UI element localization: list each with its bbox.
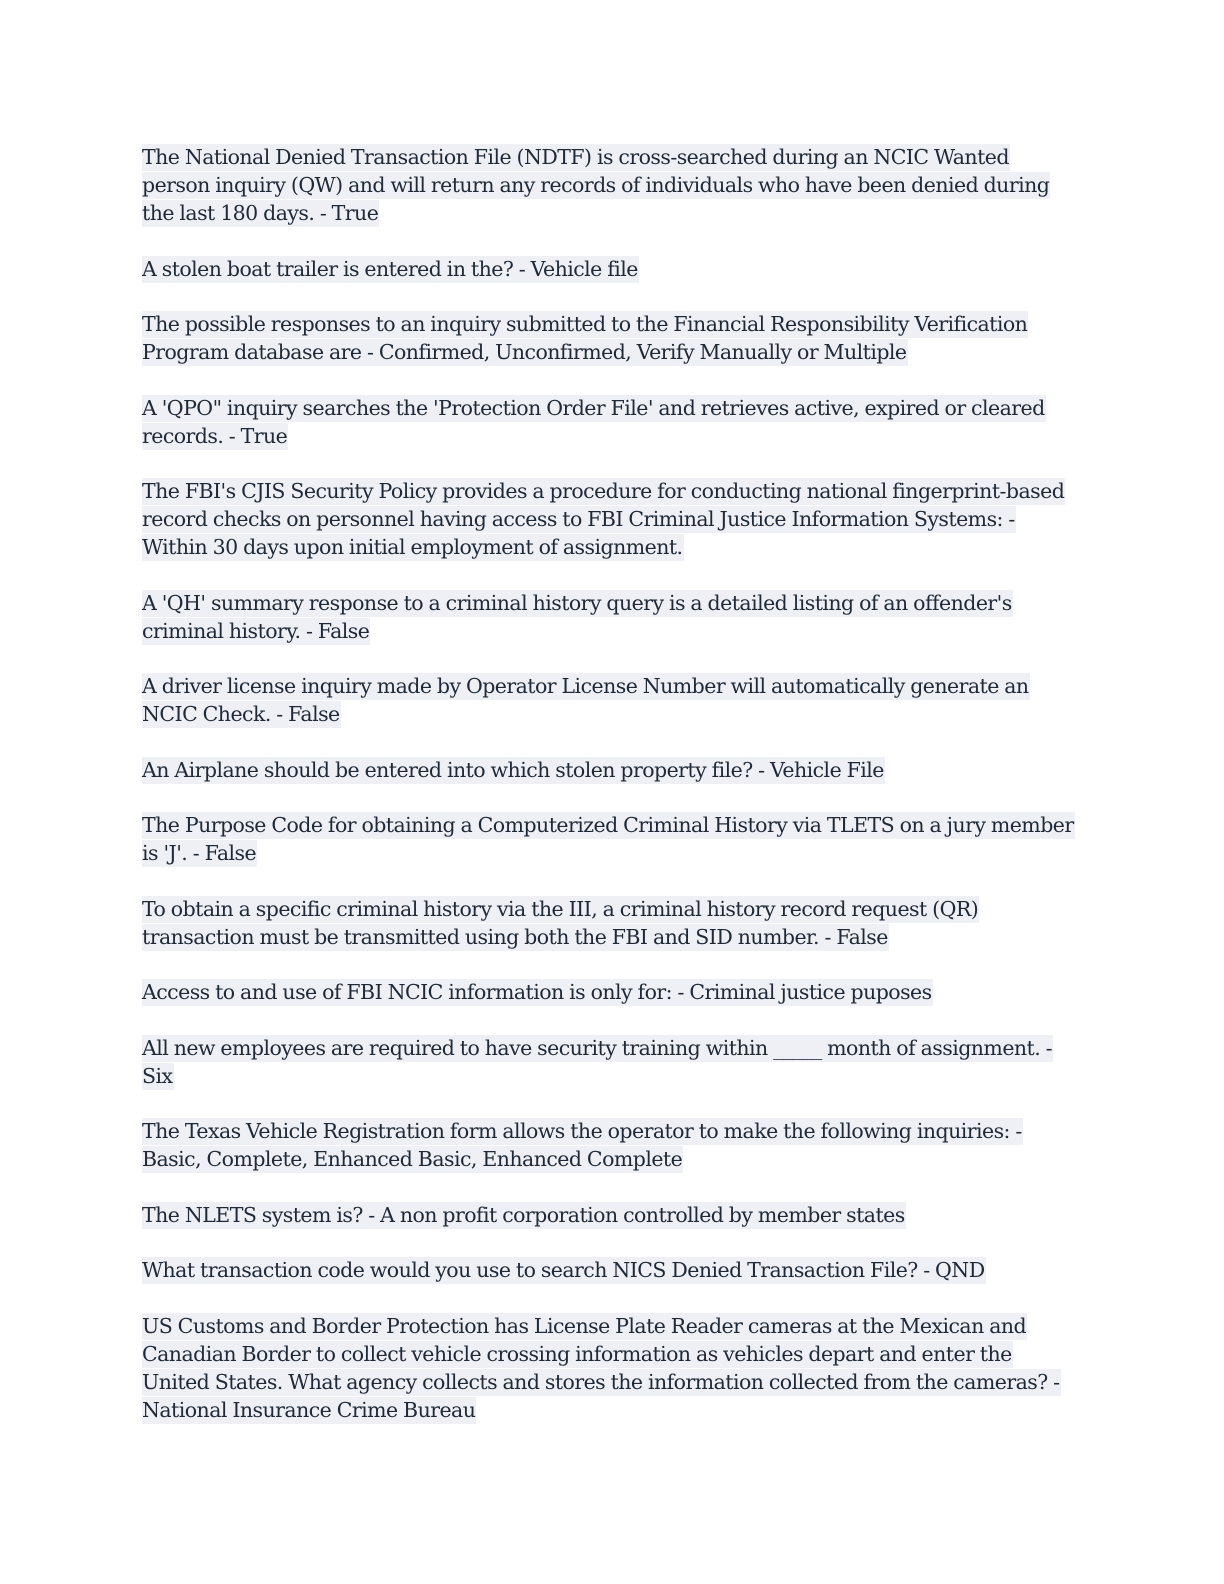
answer-text: A non profit corporation controlled by member states bbox=[380, 1202, 905, 1227]
question-text: An Airplane should be entered into which stolen property file? bbox=[142, 757, 753, 782]
separator: - bbox=[361, 340, 379, 364]
answer-text: QND bbox=[935, 1258, 985, 1282]
separator: - bbox=[752, 757, 771, 782]
separator: - bbox=[917, 1258, 936, 1282]
qa-item-10 bbox=[142, 895, 1077, 951]
question-text: All new employees are required to have security training within _____ month of assignment. bbox=[142, 1035, 1041, 1060]
separator: - bbox=[223, 423, 241, 448]
separator: - bbox=[300, 618, 318, 643]
separator: - bbox=[513, 256, 531, 281]
answer-text: Six bbox=[142, 1063, 173, 1088]
separator: - bbox=[270, 702, 289, 726]
qa-item-2 bbox=[142, 255, 1077, 283]
question-text: The National Denied Transaction File (NDTF) is cross-searched during an NCIC Wanted person inquiry (QW) and will return any records of individuals who have been denied during the last 180 days. bbox=[142, 145, 1050, 225]
qa-item-14 bbox=[142, 1201, 1077, 1229]
question-text: The NLETS system is? bbox=[142, 1202, 363, 1227]
separator: - bbox=[1047, 1369, 1060, 1394]
qa-item-3 bbox=[142, 310, 1077, 366]
question-text: The Texas Vehicle Registration form allows the operator to make the following inquiries: bbox=[142, 1119, 1010, 1143]
separator: - bbox=[819, 924, 837, 949]
separator: - bbox=[1009, 1119, 1022, 1143]
question-text: A stolen boat trailer is entered in the? bbox=[142, 256, 514, 281]
qa-item-12 bbox=[142, 1034, 1077, 1090]
separator: - bbox=[362, 1202, 381, 1227]
answer-text: Confirmed, Unconfirmed, Verify Manually or Multiple bbox=[378, 340, 907, 364]
qa-item-5 bbox=[142, 477, 1077, 561]
answer-text: True bbox=[331, 201, 379, 225]
qa-item-8 bbox=[142, 756, 1077, 784]
answer-text: National Insurance Crime Bureau bbox=[142, 1397, 476, 1422]
question-text: The FBI's CJIS Security Policy provides a procedure for conducting national fingerprint-based record checks on personnel having access to FBI Criminal Justice Information Systems: bbox=[142, 479, 1065, 531]
qa-item-13 bbox=[142, 1117, 1077, 1173]
answer-text: False bbox=[288, 702, 340, 726]
answer-text: Within 30 days upon initial employment of assignment. bbox=[142, 535, 683, 559]
separator: - bbox=[1002, 507, 1015, 531]
answer-text: False bbox=[836, 924, 888, 949]
question-text: A 'QPO" inquiry searches the 'Protection Order File' and retrieves active, expired or cleared records. bbox=[142, 395, 1045, 448]
qa-item-1 bbox=[142, 143, 1077, 227]
question-text: The Purpose Code for obtaining a Computerized Criminal History via TLETS on a jury member is 'J'. bbox=[142, 813, 1074, 865]
qa-item-6 bbox=[142, 589, 1077, 645]
qa-item-16 bbox=[142, 1312, 1077, 1424]
answer-text: Vehicle file bbox=[530, 256, 638, 281]
answer-text: Vehicle File bbox=[770, 757, 884, 782]
answer-text: Criminal justice puposes bbox=[689, 980, 932, 1004]
answer-text: False bbox=[317, 618, 370, 643]
question-text: US Customs and Border Protection has License Plate Reader cameras at the Mexican and Canadian Border to collect vehicle crossing information as vehicles depart and enter the United States. What agency collects and stores the information collected from the cameras? bbox=[142, 1313, 1048, 1394]
answer-text: Basic, Complete, Enhanced Basic, Enhanced Complete bbox=[142, 1147, 683, 1171]
question-text: To obtain a specific criminal history via the III, a criminal history record request (QR) transaction must be transmitted using both the FBI and SID number. bbox=[142, 896, 979, 949]
question-text: A 'QH' summary response to a criminal history query is a detailed listing of an offender's criminal history. bbox=[142, 590, 1012, 643]
qa-item-9 bbox=[142, 811, 1077, 867]
separator: - bbox=[672, 980, 690, 1004]
separator: - bbox=[187, 841, 205, 865]
question-text: A driver license inquiry made by Operator License Number will automatically generate an NCIC Check. bbox=[142, 674, 1029, 726]
answer-text: True bbox=[240, 423, 288, 448]
qa-item-7 bbox=[142, 672, 1077, 728]
document-page bbox=[142, 143, 1077, 1451]
qa-item-11 bbox=[142, 978, 1077, 1006]
answer-text: False bbox=[204, 841, 257, 865]
question-text: Access to and use of FBI NCIC information is only for: bbox=[142, 980, 672, 1004]
question-text: What transaction code would you use to search NICS Denied Transaction File? bbox=[142, 1258, 918, 1282]
question-text: The possible responses to an inquiry submitted to the Financial Responsibility Verification Program database are bbox=[142, 312, 1028, 364]
qa-item-4 bbox=[142, 394, 1077, 450]
qa-item-15 bbox=[142, 1256, 1077, 1284]
separator: - bbox=[314, 201, 332, 225]
separator: - bbox=[1040, 1035, 1053, 1060]
